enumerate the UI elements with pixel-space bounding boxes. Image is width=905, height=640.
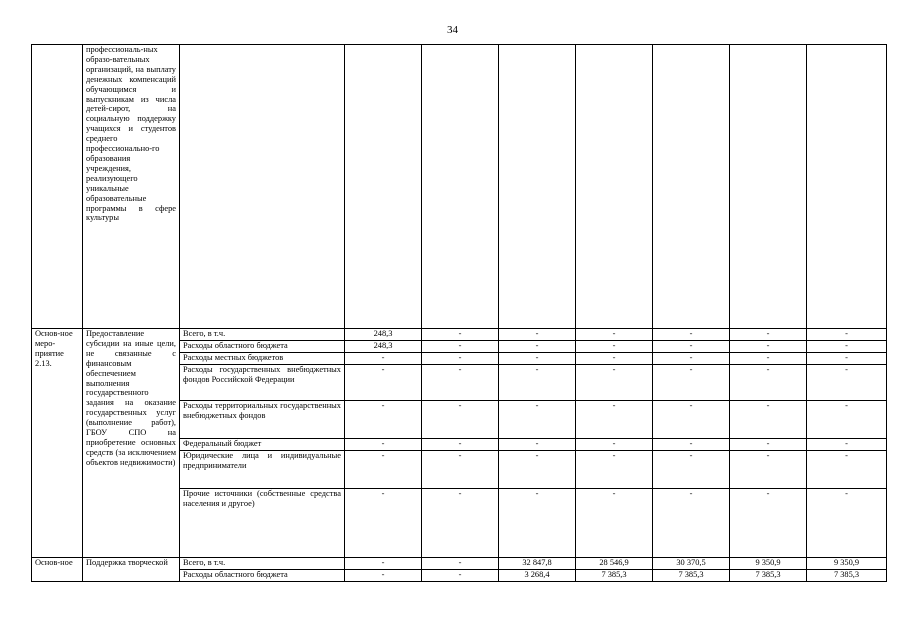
amount-cell: -: [730, 451, 807, 489]
amount-cell: 32 847,8: [499, 558, 576, 570]
amount-cell: -: [576, 365, 653, 401]
amount-cell: 248,3: [345, 329, 422, 341]
amount-cell: -: [499, 489, 576, 558]
amount-cell: -: [499, 451, 576, 489]
activity-code-cell: Основ-ное: [32, 558, 83, 582]
budget-table: [31, 44, 887, 582]
amount-cell: -: [653, 353, 730, 365]
amount-cell: -: [422, 451, 499, 489]
amount-cell: 9 350,9: [730, 558, 807, 570]
amount-cell: -: [807, 439, 887, 451]
amount-cell: -: [653, 451, 730, 489]
amount-cell: -: [422, 341, 499, 353]
amount-cell: -: [730, 401, 807, 439]
amount-cell: -: [499, 439, 576, 451]
funding-source-cell: Расходы областного бюджета: [180, 341, 345, 353]
funding-source-cell: Расходы территориальных государственных внебюджетных фондов: [180, 401, 345, 439]
funding-source-cell: Юридические лица и индивидуальные предприниматели: [180, 451, 345, 489]
amount-cell: -: [730, 489, 807, 558]
amount-cell: -: [653, 439, 730, 451]
amount-cell: -: [345, 365, 422, 401]
amount-cell: -: [345, 489, 422, 558]
amount-cell: 7 385,3: [576, 570, 653, 582]
amount-cell: [499, 45, 576, 329]
amount-cell: -: [345, 451, 422, 489]
amount-cell: [422, 45, 499, 329]
amount-cell: -: [653, 329, 730, 341]
amount-cell: [653, 45, 730, 329]
amount-cell: -: [730, 439, 807, 451]
amount-cell: -: [730, 365, 807, 401]
funding-source-cell: Всего, в т.ч.: [180, 558, 345, 570]
amount-cell: 3 268,4: [499, 570, 576, 582]
amount-cell: -: [499, 329, 576, 341]
amount-cell: -: [422, 401, 499, 439]
amount-cell: -: [422, 353, 499, 365]
funding-source-cell: Расходы областного бюджета: [180, 570, 345, 582]
amount-cell: 7 385,3: [807, 570, 887, 582]
amount-cell: -: [345, 558, 422, 570]
page-number: 34: [447, 24, 458, 36]
amount-cell: -: [422, 489, 499, 558]
amount-cell: -: [807, 489, 887, 558]
amount-cell: [345, 45, 422, 329]
amount-cell: -: [807, 341, 887, 353]
amount-cell: -: [653, 365, 730, 401]
amount-cell: -: [653, 341, 730, 353]
funding-source-cell: Всего, в т.ч.: [180, 329, 345, 341]
amount-cell: -: [576, 401, 653, 439]
amount-cell: -: [345, 353, 422, 365]
amount-cell: -: [730, 329, 807, 341]
amount-cell: [730, 45, 807, 329]
activity-name-cell: профессиональ-ных образо-вательных организаций, на выплату денежных компенсаций обучающимся и выпускникам из числа детей-сирот, на социальную поддержку учащихся и студентов среднего профессионально-го образования учреждения, реализующего уникальные образовательные программы в сфере культуры: [83, 45, 180, 329]
amount-cell: -: [807, 365, 887, 401]
funding-source-cell: [180, 45, 345, 329]
amount-cell: -: [730, 341, 807, 353]
activity-code-cell: Основ-ное меро-приятие 2.13.: [32, 329, 83, 558]
amount-cell: -: [807, 353, 887, 365]
amount-cell: -: [807, 401, 887, 439]
amount-cell: -: [499, 353, 576, 365]
amount-cell: 248,3: [345, 341, 422, 353]
amount-cell: -: [576, 329, 653, 341]
amount-cell: -: [730, 353, 807, 365]
activity-name-cell: Предоставление субсидии на иные цели, не связанные с финансовым обеспечением выполнения государственного задания на оказание государственных услуг (выполнение работ), ГБОУ СПО на приобретение основных средств (за исключением объектов недвижимости): [83, 329, 180, 558]
amount-cell: -: [653, 489, 730, 558]
amount-cell: -: [576, 341, 653, 353]
activity-name-cell: Поддержка творческой: [83, 558, 180, 582]
amount-cell: -: [422, 558, 499, 570]
table-row: [32, 45, 887, 329]
amount-cell: -: [345, 570, 422, 582]
amount-cell: 28 546,9: [576, 558, 653, 570]
activity-code-cell: [32, 45, 83, 329]
amount-cell: -: [422, 329, 499, 341]
funding-source-cell: Федеральный бюджет: [180, 439, 345, 451]
amount-cell: 30 370,5: [653, 558, 730, 570]
amount-cell: -: [499, 341, 576, 353]
funding-source-cell: Прочие источники (собственные средства населения и другое): [180, 489, 345, 558]
amount-cell: -: [807, 329, 887, 341]
amount-cell: -: [345, 401, 422, 439]
amount-cell: -: [653, 401, 730, 439]
amount-cell: -: [499, 401, 576, 439]
amount-cell: 9 350,9: [807, 558, 887, 570]
amount-cell: [807, 45, 887, 329]
table-row: [32, 329, 887, 341]
amount-cell: [576, 45, 653, 329]
amount-cell: 7 385,3: [653, 570, 730, 582]
amount-cell: 7 385,3: [730, 570, 807, 582]
funding-source-cell: Расходы местных бюджетов: [180, 353, 345, 365]
amount-cell: -: [576, 451, 653, 489]
amount-cell: -: [576, 353, 653, 365]
table-row: [32, 558, 887, 570]
amount-cell: -: [422, 439, 499, 451]
amount-cell: -: [499, 365, 576, 401]
amount-cell: -: [576, 439, 653, 451]
amount-cell: -: [576, 489, 653, 558]
amount-cell: -: [422, 570, 499, 582]
funding-source-cell: Расходы государственных внебюджетных фондов Российской Федерации: [180, 365, 345, 401]
amount-cell: -: [422, 365, 499, 401]
amount-cell: -: [807, 451, 887, 489]
amount-cell: -: [345, 439, 422, 451]
